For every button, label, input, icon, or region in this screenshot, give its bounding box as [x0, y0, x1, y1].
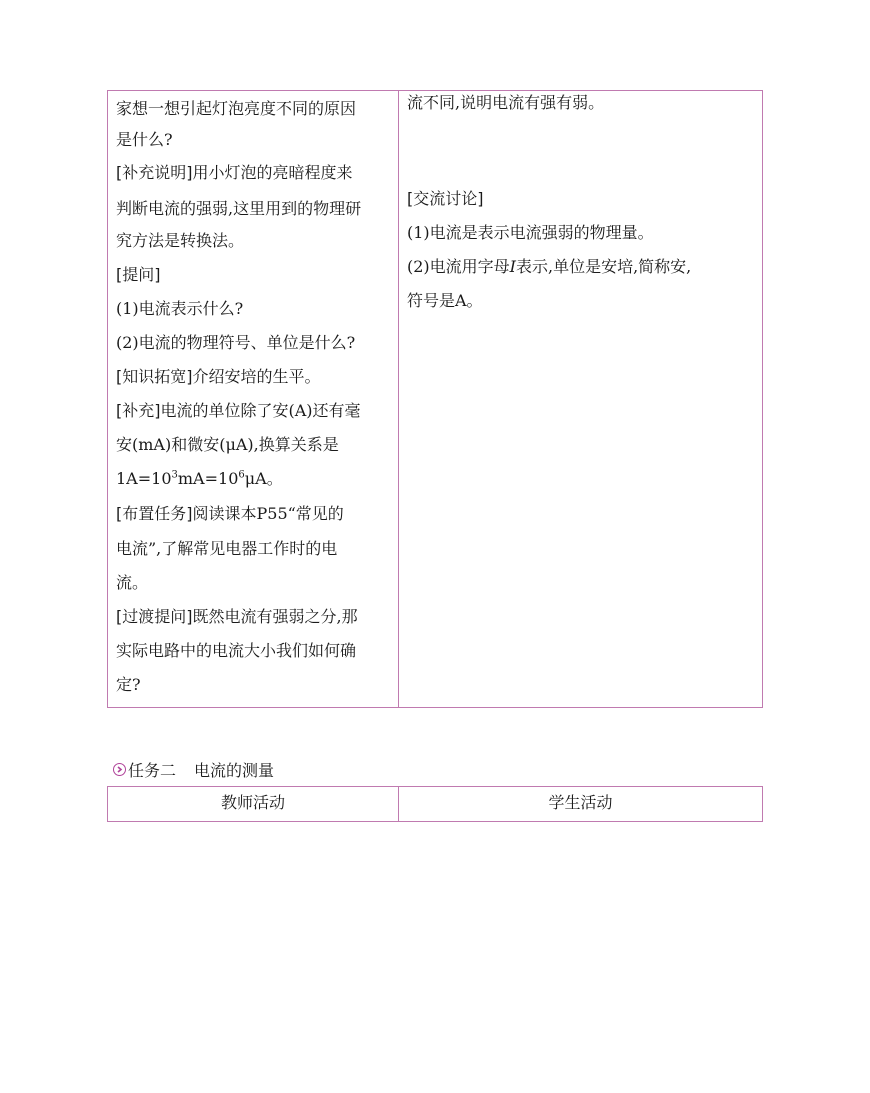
text-line: 实际电路中的电流大小我们如何确: [116, 641, 357, 660]
text-line: 究方法是转换法。: [116, 231, 245, 250]
task-tag: [布置任务]: [116, 504, 193, 523]
task-two-table: [107, 786, 763, 822]
text-line: 流。: [116, 573, 149, 592]
chevron-right-circle-icon: [113, 763, 126, 776]
current-symbol: I: [509, 257, 516, 276]
text-fragment: mA=10: [177, 469, 239, 488]
text-line: 家想一想引起灯泡亮度不同的原因: [116, 99, 357, 118]
conversion-formula: [116, 469, 283, 489]
exponent: 3: [171, 469, 178, 481]
exponent: 6: [238, 469, 245, 481]
text-fragment: 表示,单位是安培,简称安,: [516, 257, 692, 276]
text-line: 判断电流的强弱,这里用到的物理研: [116, 199, 362, 218]
section-title-label: 任务二: [128, 760, 177, 780]
text-fragment: 阅读课本P55“常见的: [192, 504, 344, 523]
add-paragraph: [116, 401, 361, 421]
knowledge-tag: [知识拓宽]: [116, 367, 193, 386]
question-tag: [提问]: [116, 265, 161, 284]
text-line: (1)电流是表示电流强弱的物理量。: [407, 223, 654, 242]
task-paragraph: [116, 504, 344, 524]
discussion-tag: [交流讨论]: [407, 189, 484, 208]
text-fragment: 用小灯泡的亮暗程度来: [192, 163, 353, 182]
text-fragment: 电流的单位除了安(A)还有毫: [160, 401, 361, 420]
student-activity-column: [399, 91, 762, 707]
text-line: (2)电流的物理符号、单位是什么?: [116, 333, 356, 352]
knowledge-paragraph: [116, 367, 321, 387]
text-line: 安(mA)和微安(μA),换算关系是: [116, 435, 339, 454]
supplement-paragraph: [116, 163, 353, 183]
text-fragment: 既然电流有强弱之分,那: [192, 607, 358, 626]
teacher-activity-column: [108, 91, 399, 707]
text-line: 是什么?: [116, 130, 173, 149]
transition-tag: [过渡提问]: [116, 607, 193, 626]
section-title: [113, 758, 274, 780]
teacher-activity-header: 教师活动: [108, 787, 399, 821]
text-fragment: 介绍安培的生平。: [192, 367, 321, 386]
section-title-topic: 电流的测量: [194, 760, 275, 780]
add-tag: [补充]: [116, 401, 161, 420]
student-activity-header: 学生活动: [548, 792, 613, 812]
text-line: 电流”,了解常见电器工作时的电: [116, 539, 338, 558]
text-line: 符号是A。: [407, 291, 483, 310]
text-fragment: 1A=10: [116, 469, 172, 488]
supplement-tag: [补充说明]: [116, 163, 193, 182]
transition-paragraph: [116, 607, 358, 627]
text-line: 定?: [116, 675, 141, 694]
answer-paragraph: [407, 257, 691, 277]
lesson-table: [107, 90, 763, 708]
text-fragment: μA。: [244, 469, 283, 488]
text-line: (1)电流表示什么?: [116, 299, 244, 318]
text-line: 流不同,说明电流有强有弱。: [407, 93, 605, 112]
text-fragment: (2)电流用字母: [407, 257, 510, 276]
